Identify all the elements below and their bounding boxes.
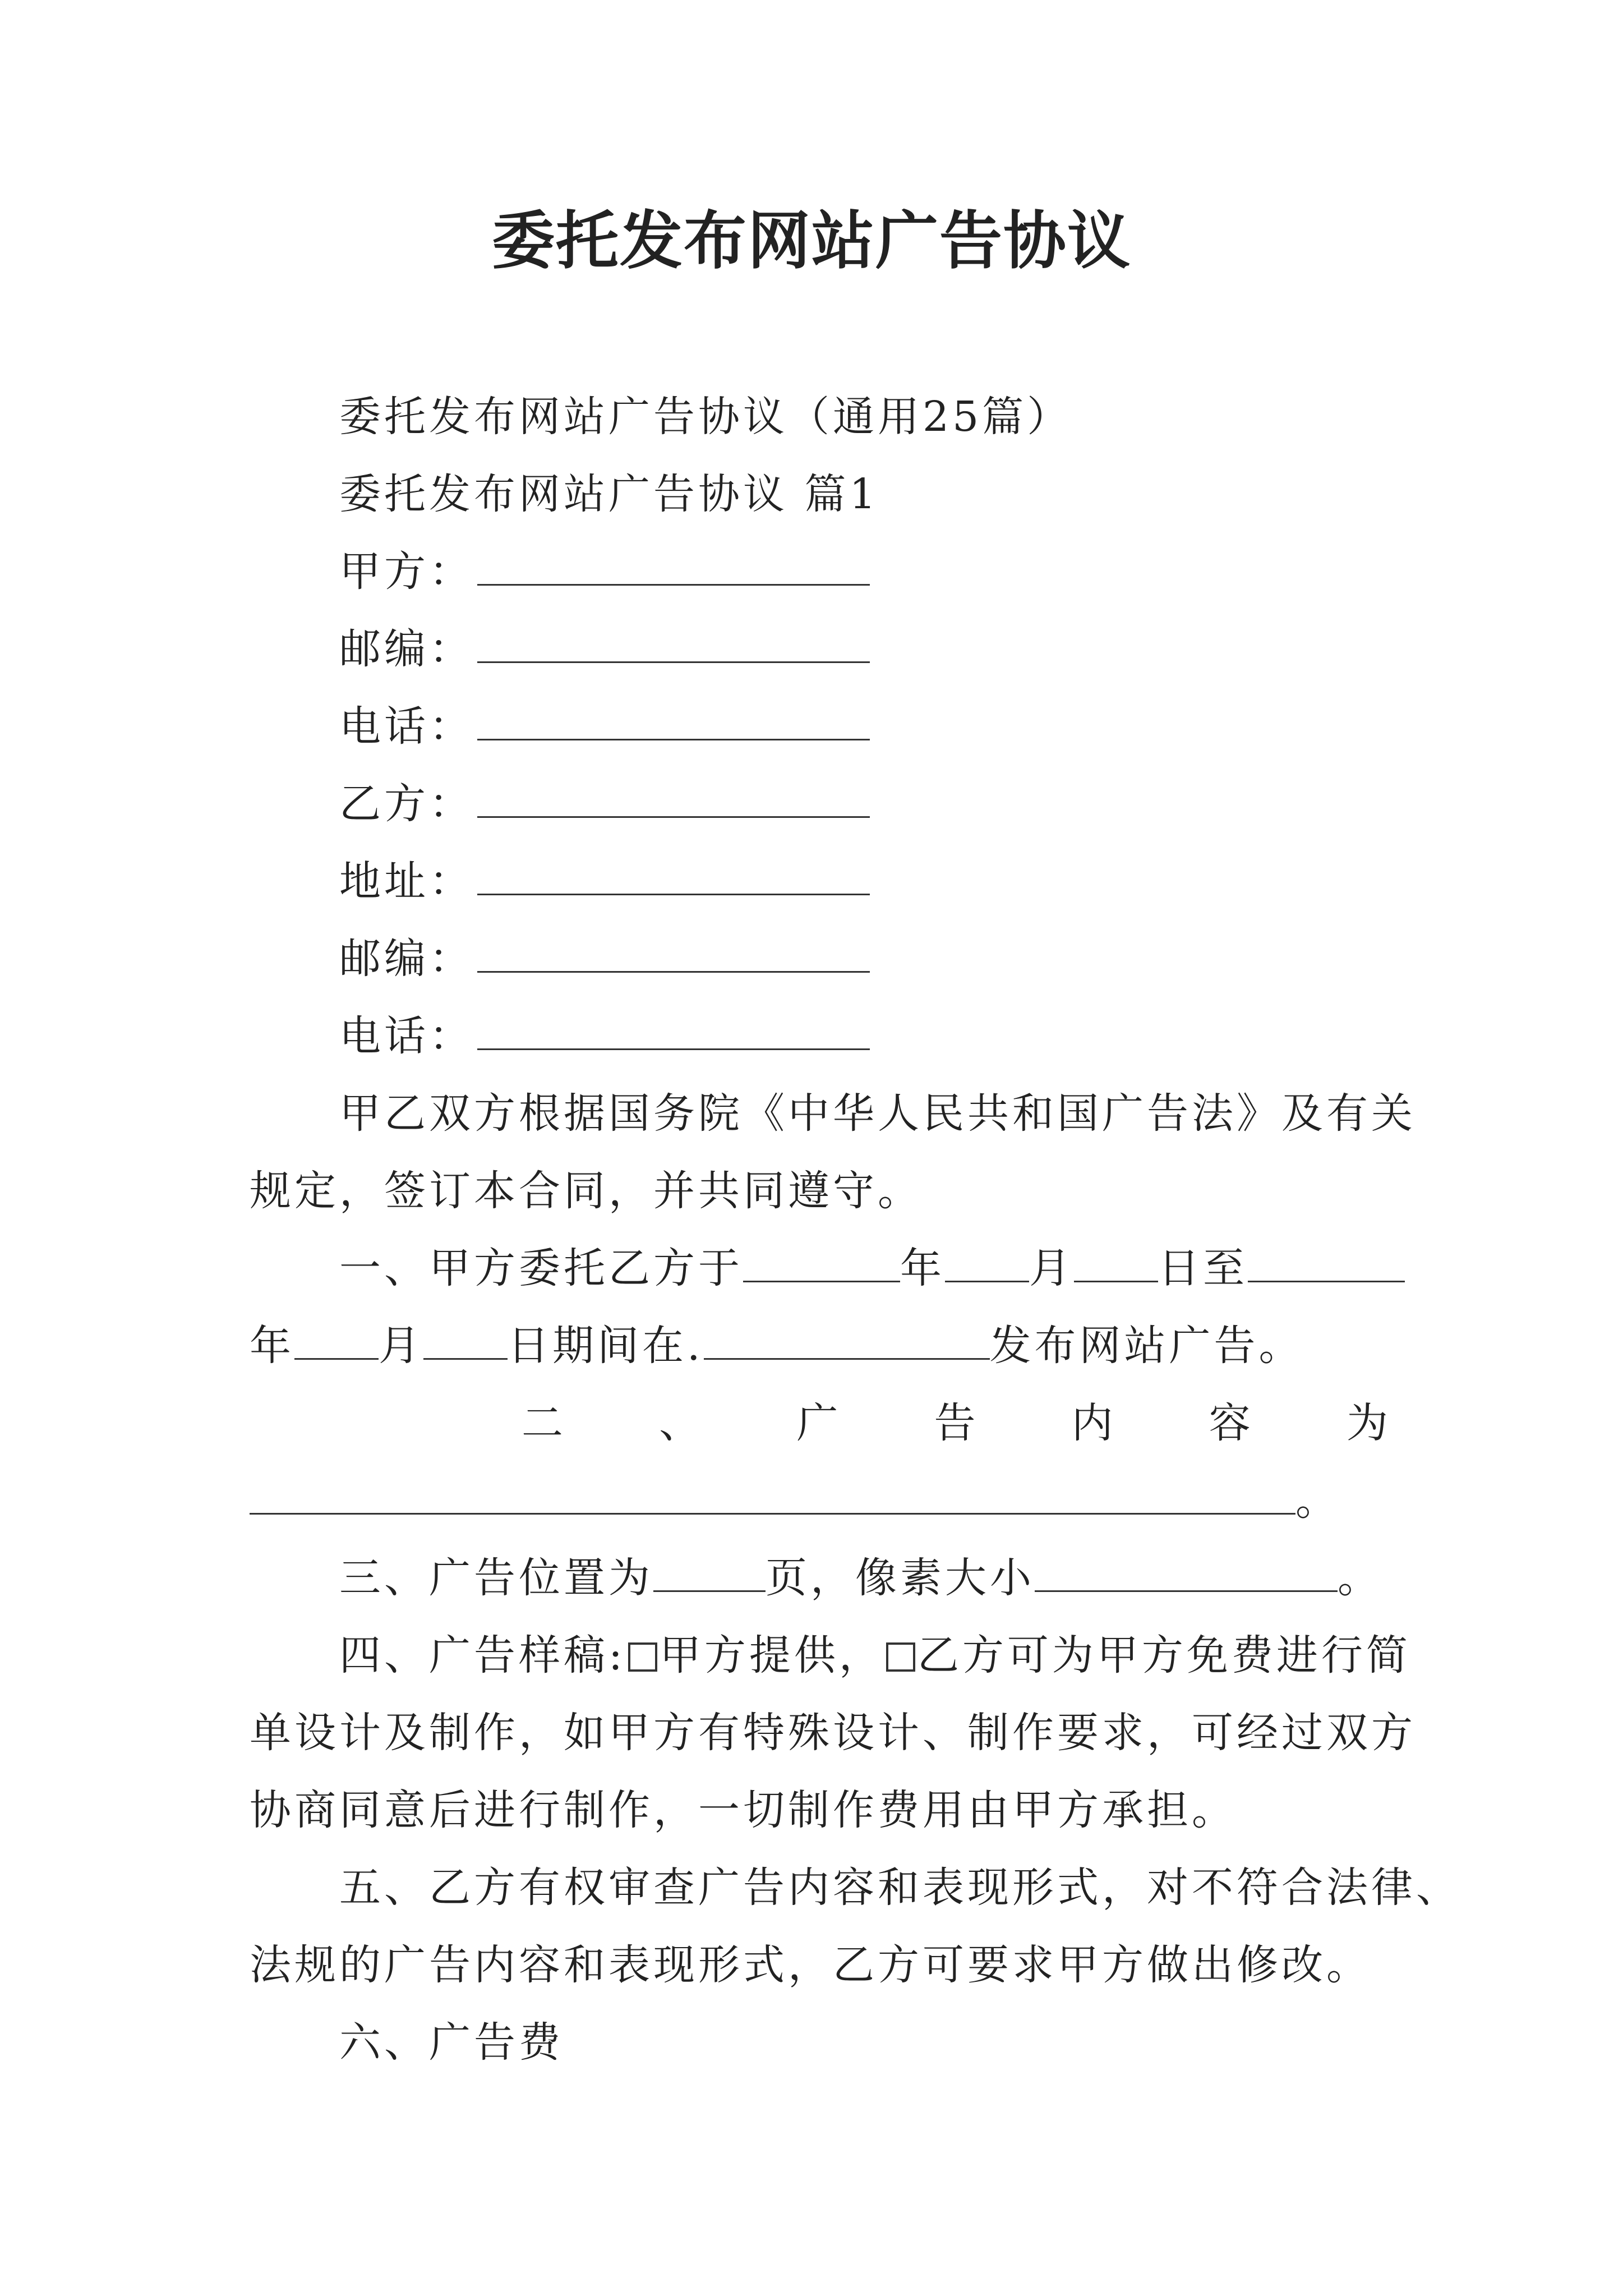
section-heading: 委托发布网站广告协议 篇1 (339, 470, 879, 518)
field-label: 电话： (339, 702, 474, 751)
fill-blank[interactable] (653, 1557, 766, 1592)
clause-text: 甲方提供， (659, 1631, 884, 1680)
clause-3-line-1 (339, 1547, 1382, 1609)
fill-blank[interactable] (477, 1014, 870, 1050)
fill-blank[interactable] (477, 627, 870, 663)
clause-text: 页，像素大小 (766, 1554, 1035, 1602)
clause-text: 一、甲方委托乙方于 (339, 1244, 743, 1292)
fill-blank[interactable] (1035, 1557, 1338, 1592)
field-address-b (339, 850, 870, 912)
clause-text: 四、广告样稿: (339, 1631, 626, 1680)
clause-text: 月 (1029, 1244, 1074, 1292)
subtitle: 委托发布网站广告协议（通用25篇） (339, 393, 1072, 441)
clause-char: 内 (1071, 1399, 1113, 1447)
intro-line-2: 规定，签订本合同，并共同遵守。 (250, 1167, 923, 1215)
clause-text: 。 (1338, 1554, 1382, 1602)
fill-blank[interactable] (1074, 1247, 1158, 1282)
clause-char: 二 (522, 1399, 563, 1447)
fill-blank[interactable] (704, 1324, 990, 1360)
clause-text: 。 (1295, 1476, 1340, 1525)
clause-4-line-3: 协商同意后进行制作，一切制作费用由甲方承担。 (250, 1786, 1237, 1834)
field-label: 地址： (339, 857, 474, 905)
clause-char: 、 (659, 1399, 701, 1447)
clause-char: 容 (1209, 1399, 1251, 1447)
clause-text: 三、广告位置为 (339, 1554, 653, 1602)
field-label: 邮编： (339, 935, 474, 983)
fill-blank[interactable] (294, 1324, 379, 1360)
intro-line-1: 甲乙双方根据国务院《中华人民共和国广告法》及有关 (339, 1089, 1416, 1138)
field-label: 甲方： (339, 547, 474, 596)
field-label: 邮编： (339, 625, 474, 673)
fill-blank[interactable] (477, 704, 870, 740)
clause-5-line-2: 法规的广告内容和表现形式，乙方可要求甲方做出修改。 (250, 1941, 1371, 1989)
fill-blank[interactable] (477, 549, 870, 586)
clause-2-line-1 (522, 1392, 1388, 1454)
field-party-a (339, 541, 870, 602)
fill-blank[interactable] (1248, 1247, 1405, 1282)
clause-text: 乙方可为甲方免费进行简 (917, 1631, 1411, 1680)
clause-2-line-2 (250, 1470, 1340, 1531)
clause-text: 日期间在. (508, 1322, 704, 1370)
field-postcode-b (339, 928, 870, 990)
checkbox-party-a-provides[interactable] (628, 1642, 657, 1672)
clause-text: 年 (900, 1244, 945, 1292)
clause-char: 广 (796, 1399, 838, 1447)
fill-blank[interactable] (250, 1479, 1295, 1515)
clause-char: 为 (1346, 1399, 1388, 1447)
document-title: 委托发布网站广告协议 (492, 204, 1131, 278)
clause-4-line-2: 单设计及制作，如甲方有特殊设计、制作要求，可经过双方 (250, 1709, 1416, 1757)
clause-text: 发布网站广告。 (989, 1322, 1304, 1370)
fill-blank[interactable] (477, 781, 870, 818)
field-party-b (339, 773, 870, 835)
field-phone-b (339, 1005, 870, 1067)
field-label: 乙方： (339, 780, 474, 828)
clause-text: 月 (379, 1322, 423, 1370)
clause-1-line-1 (339, 1237, 1405, 1299)
clause-6-line-1: 六、广告费 (339, 2018, 564, 2067)
field-phone-a (339, 696, 870, 757)
clause-text: 年 (250, 1322, 294, 1370)
clause-1-line-2 (250, 1315, 1304, 1377)
clause-4-line-1 (339, 1625, 1411, 1686)
field-postcode-a (339, 618, 870, 680)
fill-blank[interactable] (743, 1247, 900, 1282)
fill-blank[interactable] (477, 859, 870, 895)
field-label: 电话： (339, 1012, 474, 1060)
clause-5-line-1: 五、乙方有权审查广告内容和表现形式，对不符合法律、 (339, 1864, 1461, 1912)
fill-blank[interactable] (477, 936, 870, 973)
fill-blank[interactable] (945, 1247, 1029, 1282)
clause-char: 告 (934, 1399, 976, 1447)
fill-blank[interactable] (423, 1324, 508, 1360)
clause-text: 日至 (1158, 1244, 1248, 1292)
checkbox-party-b-designs[interactable] (886, 1642, 915, 1672)
